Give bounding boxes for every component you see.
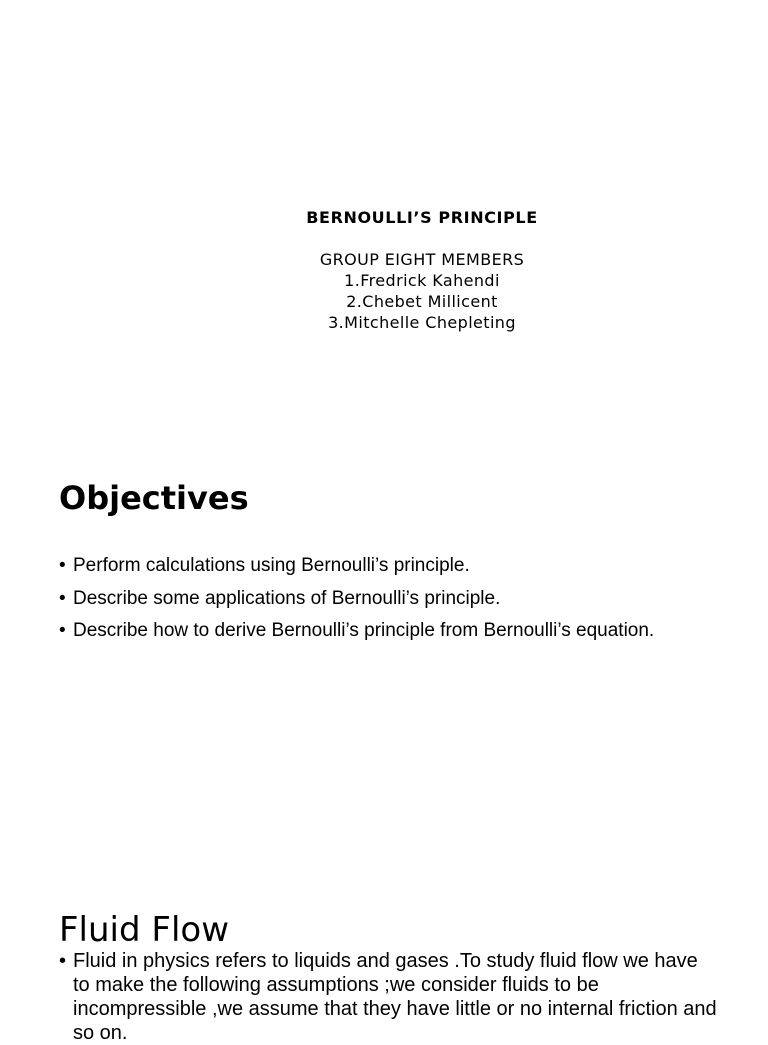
title-block: [0, 207, 768, 333]
member-name: 1.Fredrick Kahendi: [344, 271, 500, 290]
bullet-icon: •: [59, 950, 67, 972]
list-item-text: Describe some applications of Bernoulli’s principle.: [73, 587, 501, 609]
fluid-flow-heading: Fluid Flow: [59, 910, 229, 950]
objectives-heading: Objectives: [59, 479, 249, 517]
title-slide: [0, 0, 768, 440]
list-item-text: Perform calculations using Bernoulli’s principle.: [73, 555, 470, 576]
group-heading: GROUP EIGHT MEMBERS: [319, 250, 525, 269]
fluid-flow-paragraph: [59, 949, 719, 1045]
fluid-flow-text: Fluid in physics refers to liquids and gases .To study fluid flow we have to make the following assumptions ;we consider fluids to be incompressible ,we assume that they have little or no internal friction and so on.: [73, 950, 717, 1044]
fluid-flow-slide: [0, 880, 768, 1044]
list-item-text: Describe how to derive Bernoulli’s principle from Bernoulli’s equation.: [73, 620, 655, 641]
bullet-icon: •: [59, 620, 66, 641]
list-item: [59, 550, 654, 583]
presentation-title: BERNOULLI’S PRINCIPLE: [306, 208, 538, 227]
list-item: [59, 583, 654, 616]
bullet-icon: •: [59, 555, 66, 576]
objectives-slide: [0, 440, 768, 880]
member-name: 3.Mitchelle Chepleting: [328, 313, 516, 332]
objectives-list: [59, 550, 654, 648]
bullet-icon: •: [59, 587, 66, 609]
member-name: 2.Chebet Millicent: [346, 292, 498, 311]
list-item: [59, 615, 654, 648]
